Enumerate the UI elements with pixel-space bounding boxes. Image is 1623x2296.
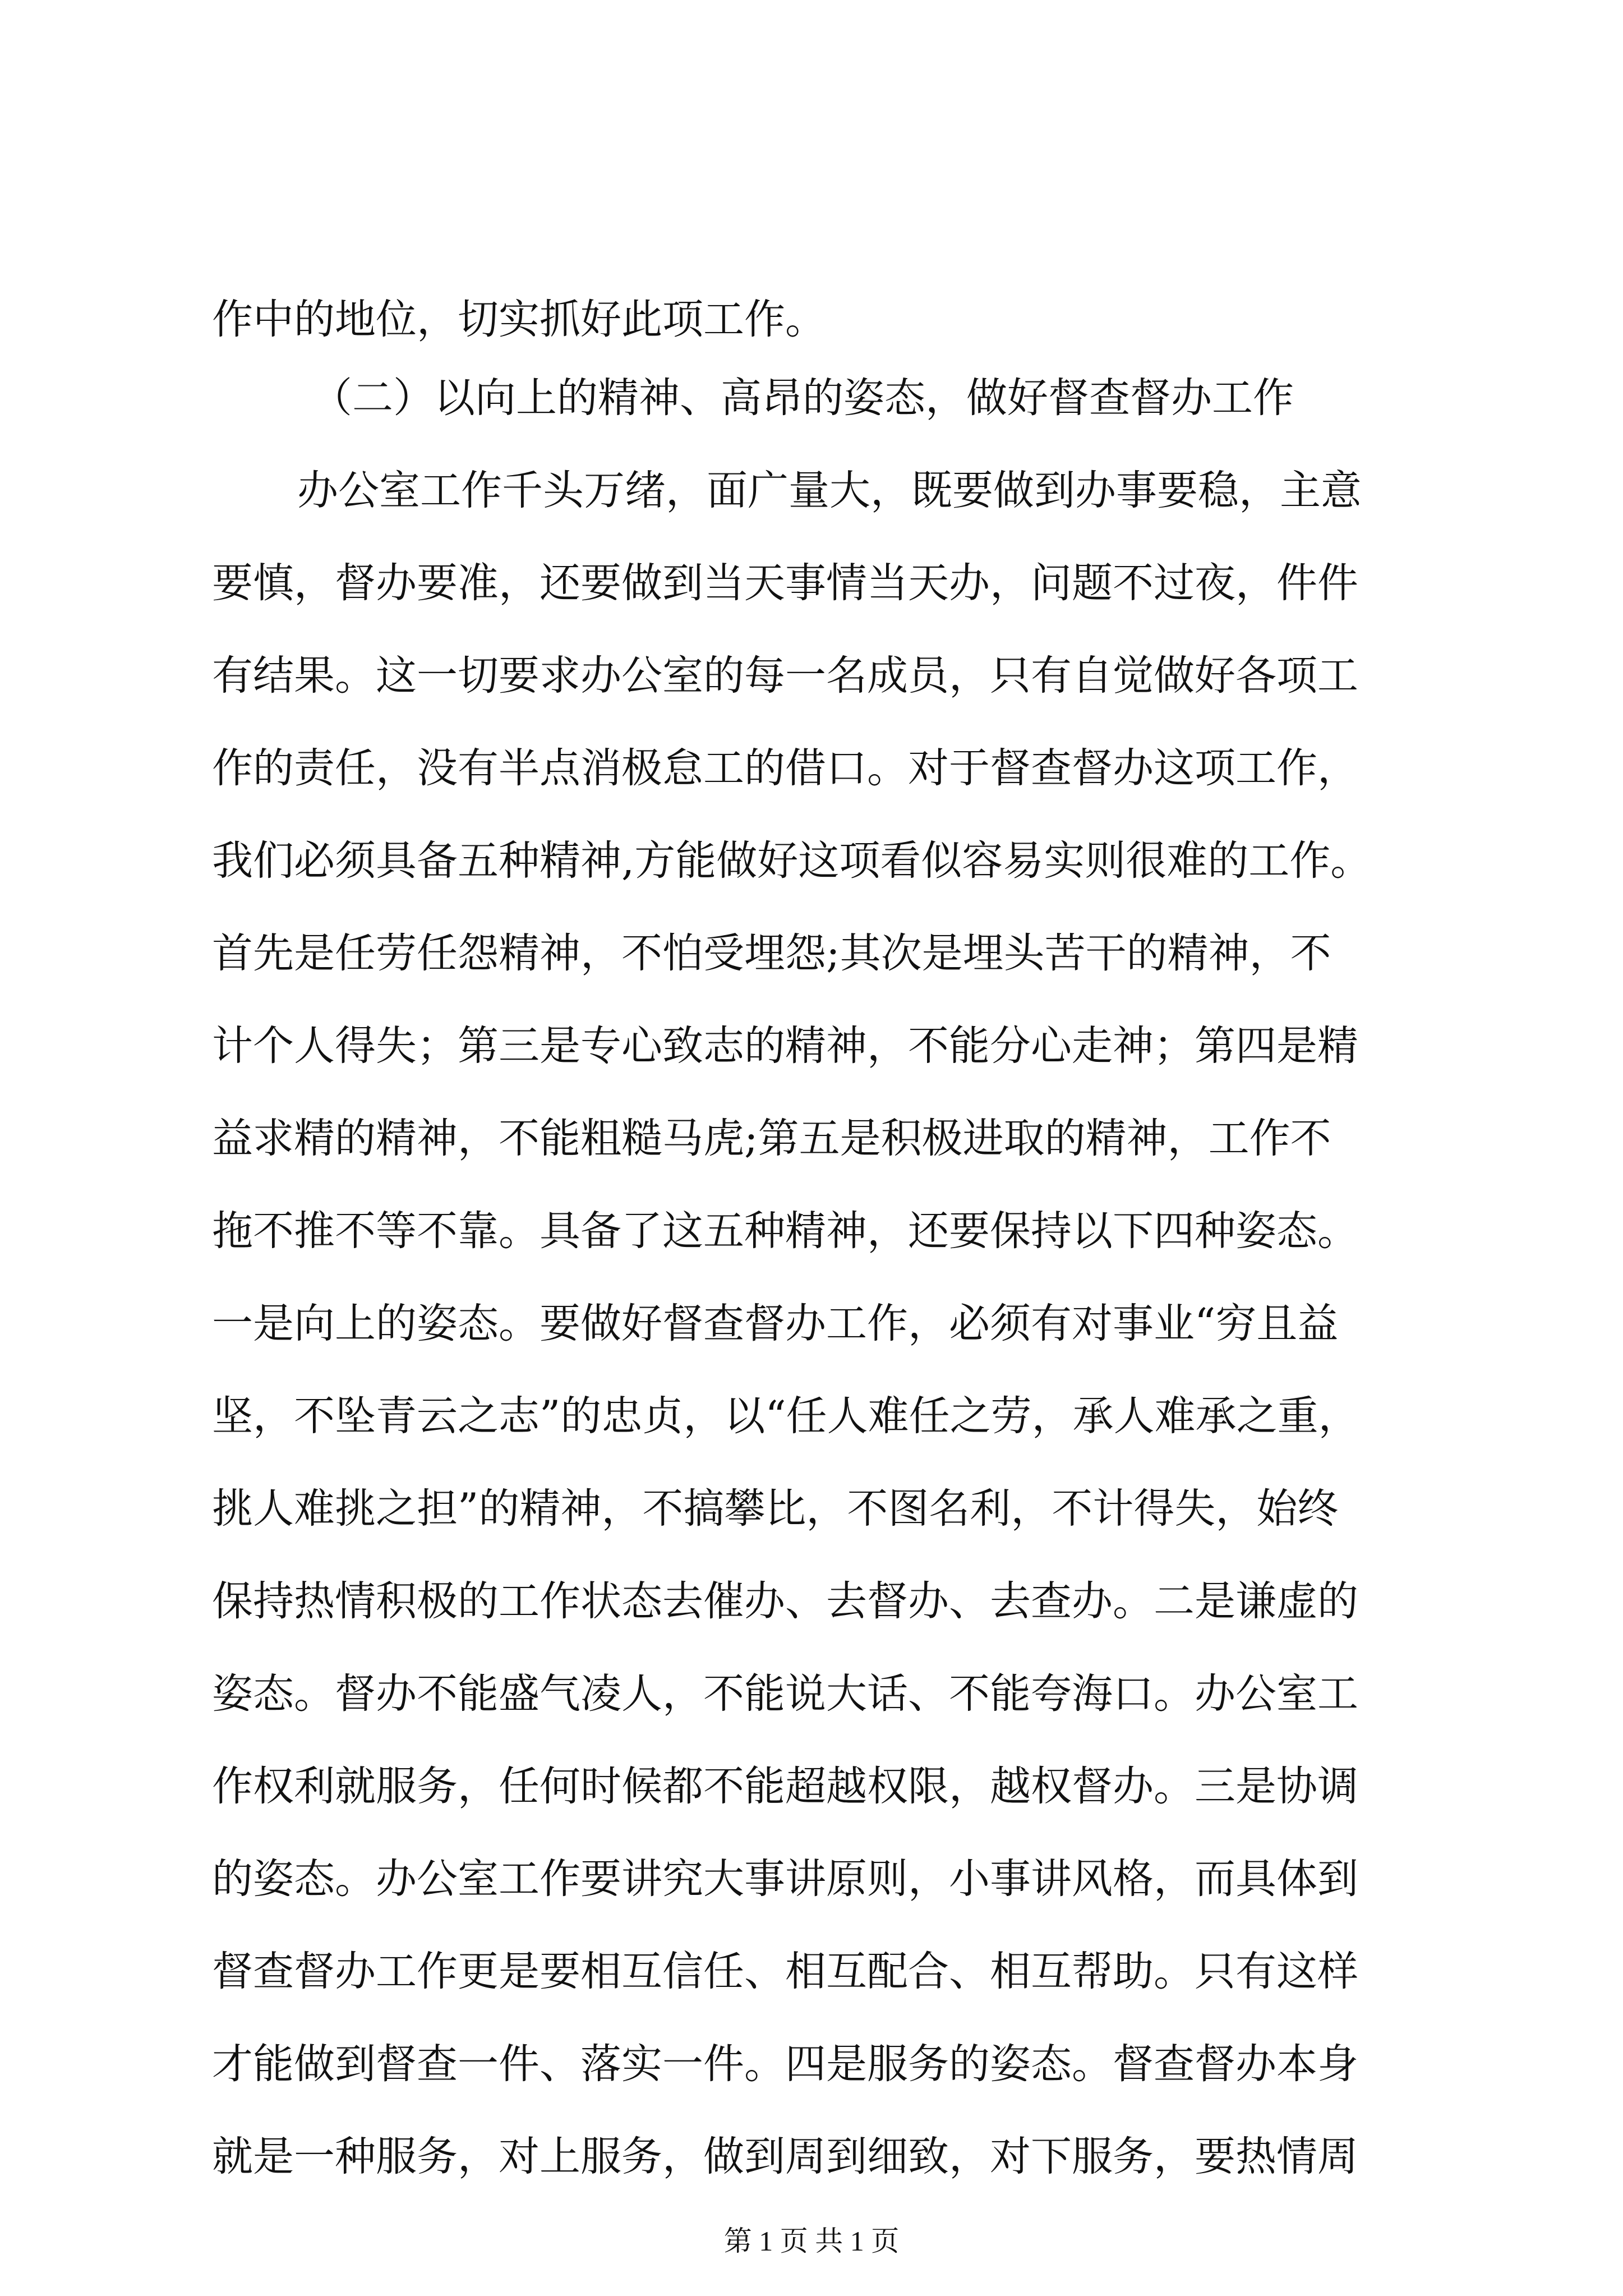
paragraph-line: 一是向上的姿态。要做好督查督办工作，必须有对事业“穷且益 (212, 1300, 1339, 1347)
page-footer: 第 1 页 共 1 页 (723, 2225, 900, 2257)
paragraph-line: 首先是任劳任怨精神，不怕受埋怨;其次是埋头苦干的精神，不 (212, 930, 1331, 977)
paragraph-line: 拖不推不等不靠。具备了这五种精神，还要保持以下四种姿态。 (212, 1207, 1358, 1255)
paragraph-line: 作中的地位，切实抓好此项工作。 (212, 296, 826, 343)
paragraph-line: 就是一种服务，对上服务，做到周到细致，对下服务，要热情周 (212, 2133, 1358, 2180)
section-heading: （二）以向上的精神、高昂的姿态，做好督查督办工作 (311, 374, 1294, 422)
paragraph-line: 益求精的精神，不能粗糙马虎;第五是积极进取的精神，工作不 (212, 1115, 1331, 1162)
paragraph-line: 的姿态。办公室工作要讲究大事讲原则，小事讲风格，而具体到 (212, 1855, 1358, 1903)
paragraph-line: 挑人难挑之担”的精神，不搞攀比，不图名利，不计得失，始终 (212, 1485, 1339, 1533)
paragraph-line: 姿态。督办不能盛气凌人，不能说大话、不能夸海口。办公室工 (212, 1670, 1358, 1718)
paragraph-line: 作权利就服务，任何时候都不能超越权限，越权督办。三是协调 (212, 1763, 1358, 1810)
paragraph-line: 作的责任，没有半点消极怠工的借口。对于督查督办这项工作， (212, 744, 1358, 792)
paragraph-line: 坚，不坠青云之志”的忠贞，以“任人难任之劳，承人难承之重， (212, 1392, 1359, 1440)
paragraph-line: 才能做到督查一件、落实一件。四是服务的姿态。督查督办本身 (212, 2040, 1358, 2088)
paragraph-line: 办公室工作千头万绪，面广量大，既要做到办事要稳，主意 (297, 467, 1362, 514)
paragraph-line: 要慎，督办要准，还要做到当天事情当天办，问题不过夜，件件 (212, 559, 1358, 607)
paragraph-line: 我们必须具备五种精神,方能做好这项看似容易实则很难的工作。 (212, 837, 1372, 885)
paragraph-line: 计个人得失；第三是专心致志的精神，不能分心走神；第四是精 (212, 1022, 1358, 1070)
paragraph-line: 有结果。这一切要求办公室的每一名成员，只有自觉做好各项工 (212, 652, 1358, 700)
paragraph-line: 保持热情积极的工作状态去催办、去督办、去查办。二是谦虚的 (212, 1577, 1358, 1625)
paragraph-line: 督查督办工作更是要相互信任、相互配合、相互帮助。只有这样 (212, 1948, 1358, 1995)
